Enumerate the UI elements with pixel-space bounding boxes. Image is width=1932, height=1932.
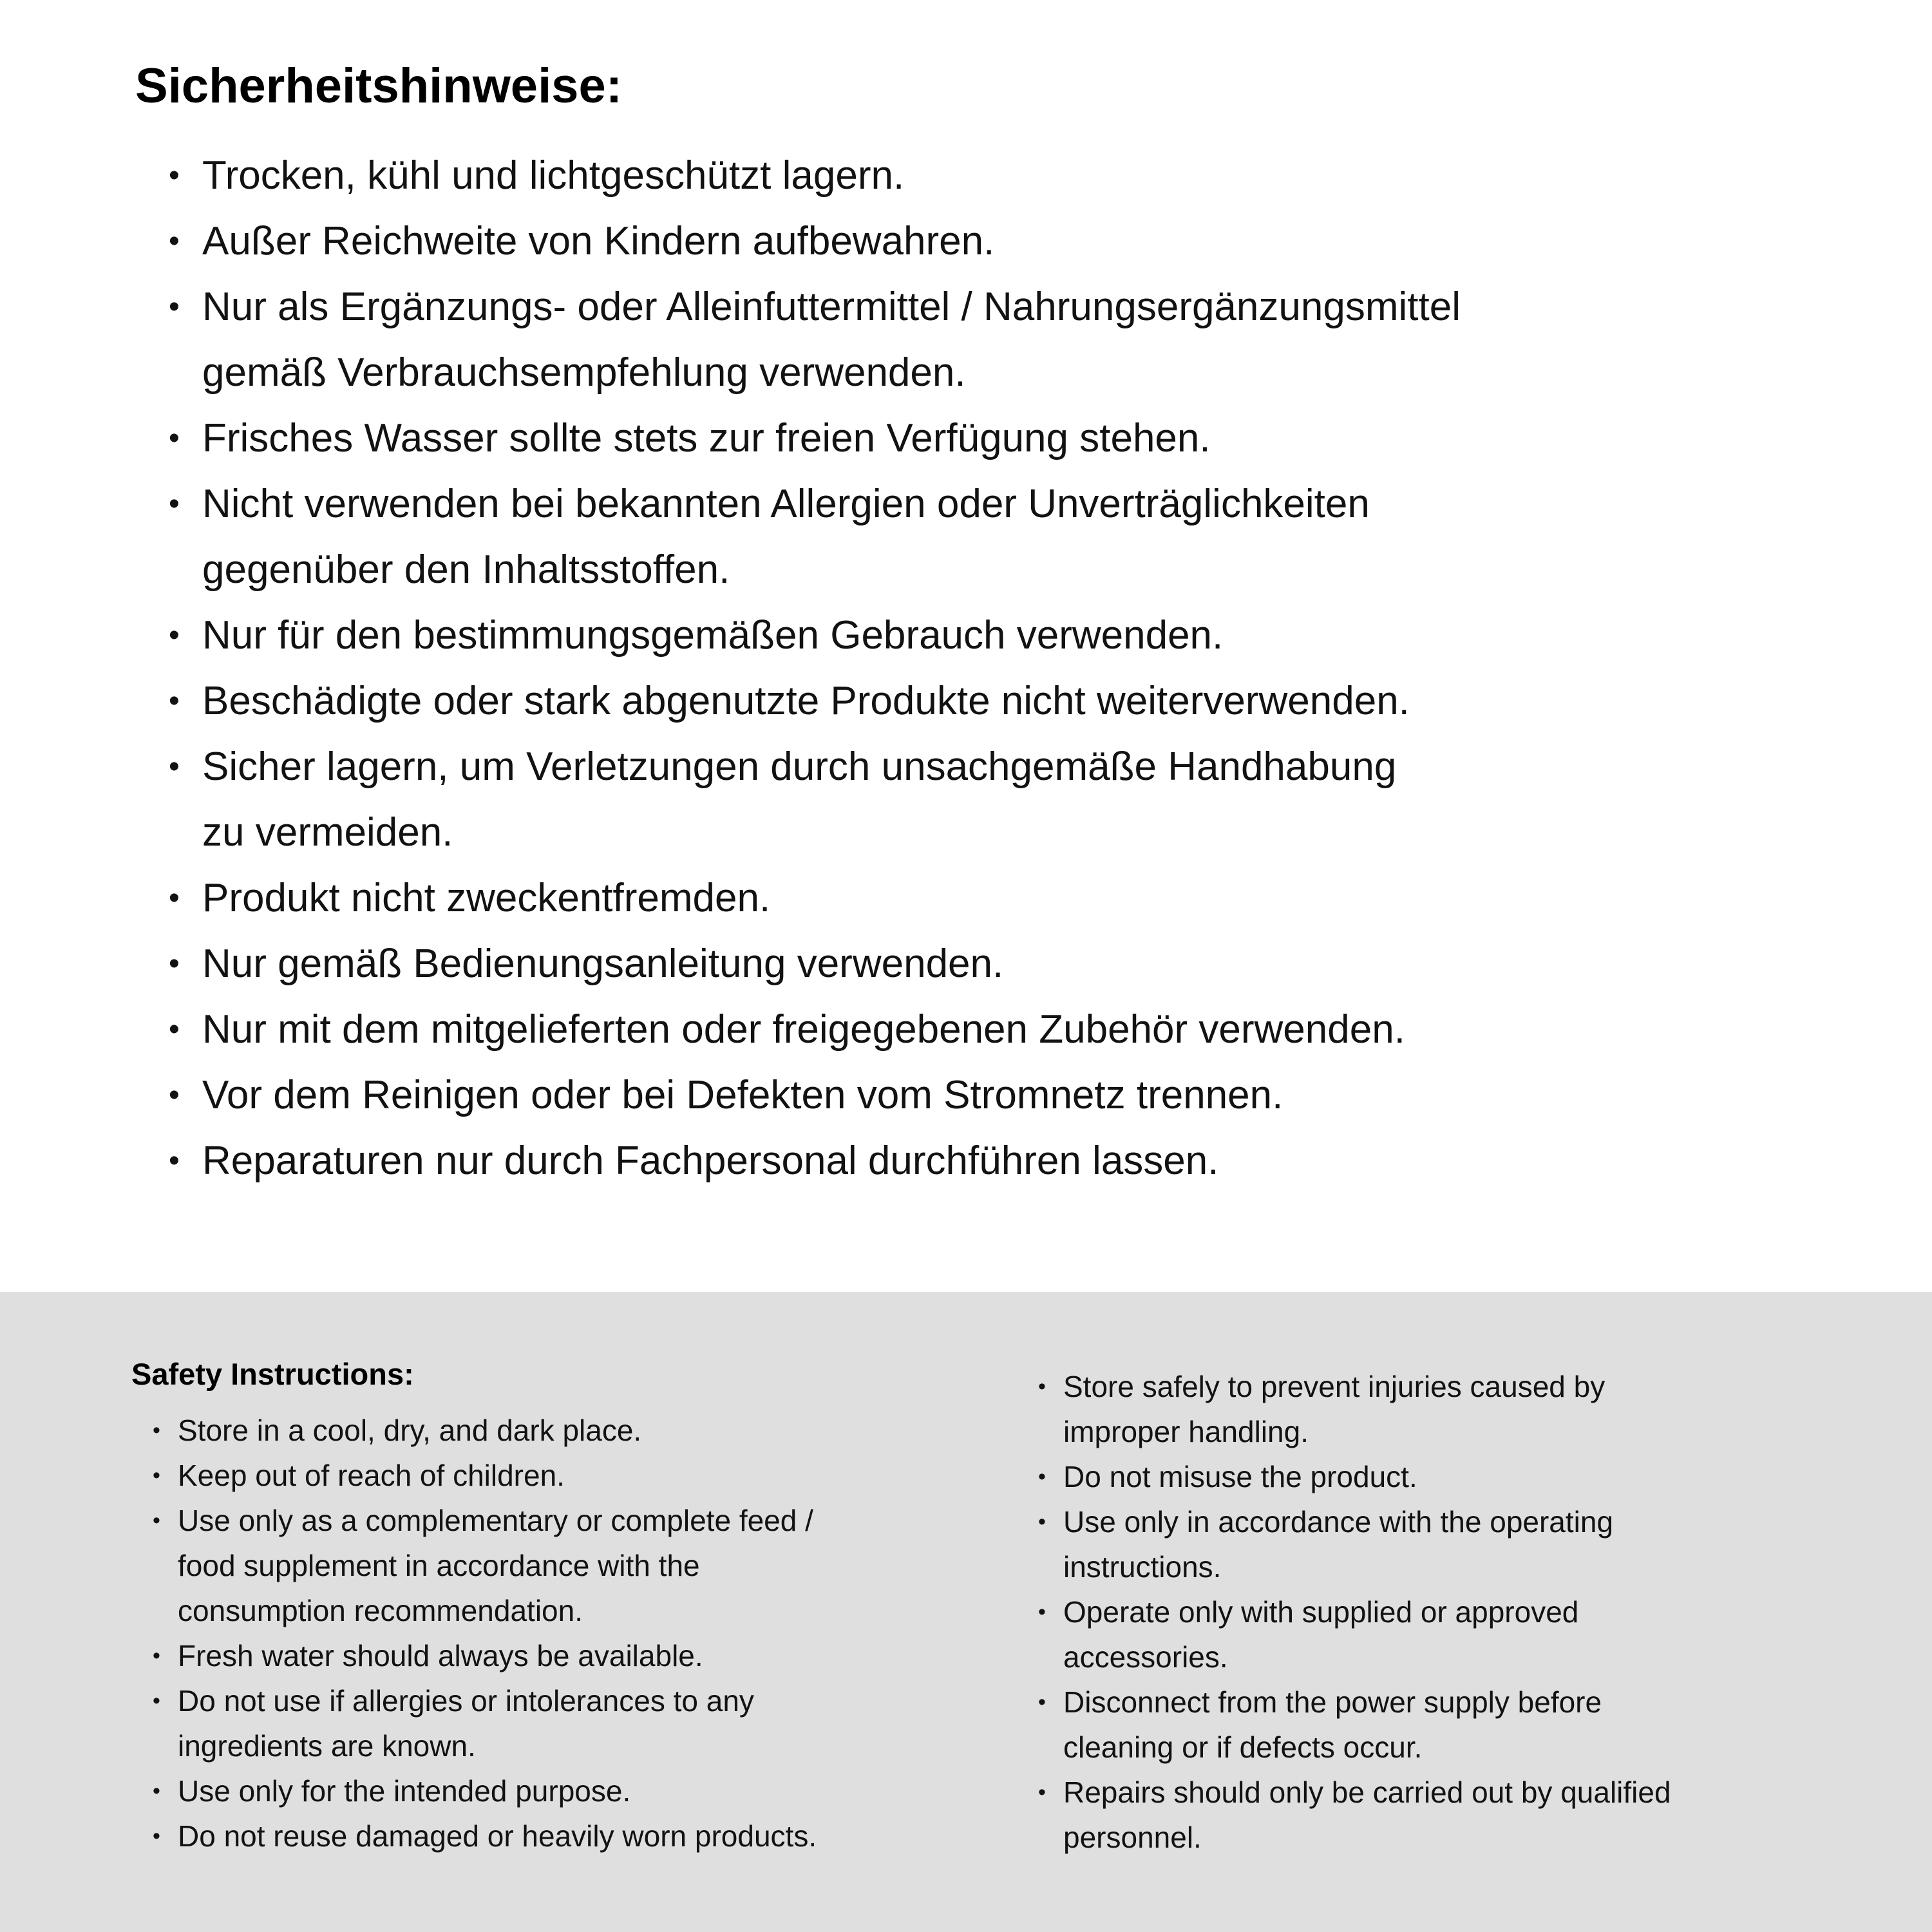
list-item-line: Reparaturen nur durch Fachpersonal durchführen lassen. xyxy=(202,1139,1219,1183)
bullet-icon: • xyxy=(153,1643,160,1668)
bullet-icon: • xyxy=(169,158,180,193)
list-item xyxy=(131,1498,1033,1633)
list-item-line: Disconnect from the power supply before xyxy=(1063,1685,1602,1719)
list-item-line: gegenüber den Inhaltsstoffen. xyxy=(202,547,730,592)
list-item-line: Trocken, kühl und lichtgeschützt lagern. xyxy=(202,153,905,198)
bullet-icon: • xyxy=(169,684,180,718)
english-section xyxy=(0,1292,1932,1932)
page-title: Sicherheitshinweise: xyxy=(135,59,623,113)
list-item xyxy=(135,143,1887,209)
list-item-line: Do not use if allergies or intolerances to any xyxy=(178,1684,754,1718)
list-item xyxy=(135,603,1887,668)
list-item-line: Nur mit dem mitgelieferten oder freigegebenen Zubehör verwenden. xyxy=(202,1007,1405,1052)
list-item xyxy=(135,734,1887,866)
bullet-icon: • xyxy=(1038,1600,1046,1624)
list-item xyxy=(135,1128,1887,1194)
list-item xyxy=(131,1633,1033,1678)
bullet-icon: • xyxy=(169,290,180,324)
list-item-line: Nur für den bestimmungsgemäßen Gebrauch verwenden. xyxy=(202,613,1224,658)
bullet-icon: • xyxy=(169,487,180,521)
bullet-icon: • xyxy=(1038,1510,1046,1534)
list-item-line: consumption recommendation. xyxy=(178,1594,583,1627)
list-item-line: instructions. xyxy=(1063,1550,1222,1584)
list-item xyxy=(135,471,1887,603)
list-item-line: Sicher lagern, um Verletzungen durch unsachgemäße Handhabung xyxy=(202,744,1397,789)
list-item xyxy=(131,1408,1033,1453)
list-item-line: Repairs should only be carried out by qualified xyxy=(1063,1776,1671,1809)
list-item xyxy=(135,866,1887,931)
bullet-icon: • xyxy=(169,1144,180,1178)
bullet-icon: • xyxy=(1038,1374,1046,1399)
list-item-line: food supplement in accordance with the xyxy=(178,1549,700,1582)
bullet-icon: • xyxy=(169,947,180,981)
list-item xyxy=(135,274,1887,406)
bullet-icon: • xyxy=(169,224,180,258)
bullet-icon: • xyxy=(153,1463,160,1488)
list-item-line: Produkt nicht zweckentfremden. xyxy=(202,876,771,920)
list-item-line: Nicht verwenden bei bekannten Allergien oder Unverträglichkeiten xyxy=(202,482,1370,526)
list-item-line: Nur als Ergänzungs- oder Alleinfuttermittel / Nahrungsergänzungsmittel xyxy=(202,285,1461,329)
list-item xyxy=(1038,1680,1901,1770)
list-item-line: gemäß Verbrauchsempfehlung verwenden. xyxy=(202,350,966,395)
english-section-title: Safety Instructions: xyxy=(131,1357,414,1391)
list-item xyxy=(135,406,1887,471)
bullet-icon: • xyxy=(153,1824,160,1848)
list-item-line: Nur gemäß Bedienungsanleitung verwenden. xyxy=(202,942,1004,986)
english-right-column xyxy=(1038,1364,1901,1860)
list-item-line: Beschädigte oder stark abgenutzte Produkte nicht weiterverwenden. xyxy=(202,679,1410,723)
list-item-line: accessories. xyxy=(1063,1640,1228,1674)
list-item-line: personnel. xyxy=(1063,1821,1202,1854)
bullet-icon: • xyxy=(169,1078,180,1112)
bullet-icon: • xyxy=(153,1689,160,1713)
bullet-icon: • xyxy=(153,1779,160,1803)
list-item-line: Do not reuse damaged or heavily worn products. xyxy=(178,1819,817,1853)
list-item-line: Außer Reichweite von Kindern aufbewahren. xyxy=(202,219,995,263)
german-safety-list xyxy=(135,143,1887,1194)
list-item-line: Fresh water should always be available. xyxy=(178,1639,703,1672)
list-item xyxy=(135,209,1887,274)
bullet-icon: • xyxy=(169,750,180,784)
list-item xyxy=(1038,1770,1901,1860)
list-item-line: Use only for the intended purpose. xyxy=(178,1774,631,1808)
list-item-line: Store in a cool, dry, and dark place. xyxy=(178,1414,642,1447)
bullet-icon: • xyxy=(169,421,180,455)
list-item xyxy=(1038,1499,1901,1589)
list-item-line: Frisches Wasser sollte stets zur freien Verfügung stehen. xyxy=(202,416,1211,460)
bullet-icon: • xyxy=(169,618,180,652)
list-item-line: Store safely to prevent injuries caused by xyxy=(1063,1370,1605,1403)
bullet-icon: • xyxy=(153,1508,160,1533)
bullet-icon: • xyxy=(1038,1464,1046,1489)
list-item xyxy=(131,1768,1033,1814)
list-item xyxy=(1038,1454,1901,1499)
bullet-icon: • xyxy=(153,1418,160,1443)
list-item-line: Keep out of reach of children. xyxy=(178,1459,565,1492)
english-safety-list-right xyxy=(1038,1364,1901,1860)
list-item-line: cleaning or if defects occur. xyxy=(1063,1730,1423,1764)
list-item xyxy=(135,668,1887,734)
list-item xyxy=(1038,1364,1901,1454)
list-item-line: Do not misuse the product. xyxy=(1063,1460,1417,1493)
list-item xyxy=(1038,1589,1901,1680)
list-item-line: improper handling. xyxy=(1063,1415,1309,1448)
list-item-line: Use only in accordance with the operating xyxy=(1063,1505,1614,1539)
bullet-icon: • xyxy=(1038,1780,1046,1804)
list-item xyxy=(131,1678,1033,1768)
english-safety-list-left xyxy=(131,1408,1033,1859)
list-item-line: zu vermeiden. xyxy=(202,810,453,855)
list-item xyxy=(131,1453,1033,1498)
list-item-line: ingredients are known. xyxy=(178,1729,476,1763)
bullet-icon: • xyxy=(169,881,180,915)
list-item-line: Operate only with supplied or approved xyxy=(1063,1595,1579,1629)
list-item-line: Use only as a complementary or complete feed / xyxy=(178,1504,813,1537)
bullet-icon: • xyxy=(169,1012,180,1046)
list-item xyxy=(135,997,1887,1063)
list-item-line: Vor dem Reinigen oder bei Defekten vom Stromnetz trennen. xyxy=(202,1073,1283,1117)
list-item xyxy=(135,1063,1887,1128)
english-left-column xyxy=(131,1356,1033,1859)
list-item xyxy=(135,931,1887,997)
list-item xyxy=(131,1814,1033,1859)
bullet-icon: • xyxy=(1038,1690,1046,1714)
